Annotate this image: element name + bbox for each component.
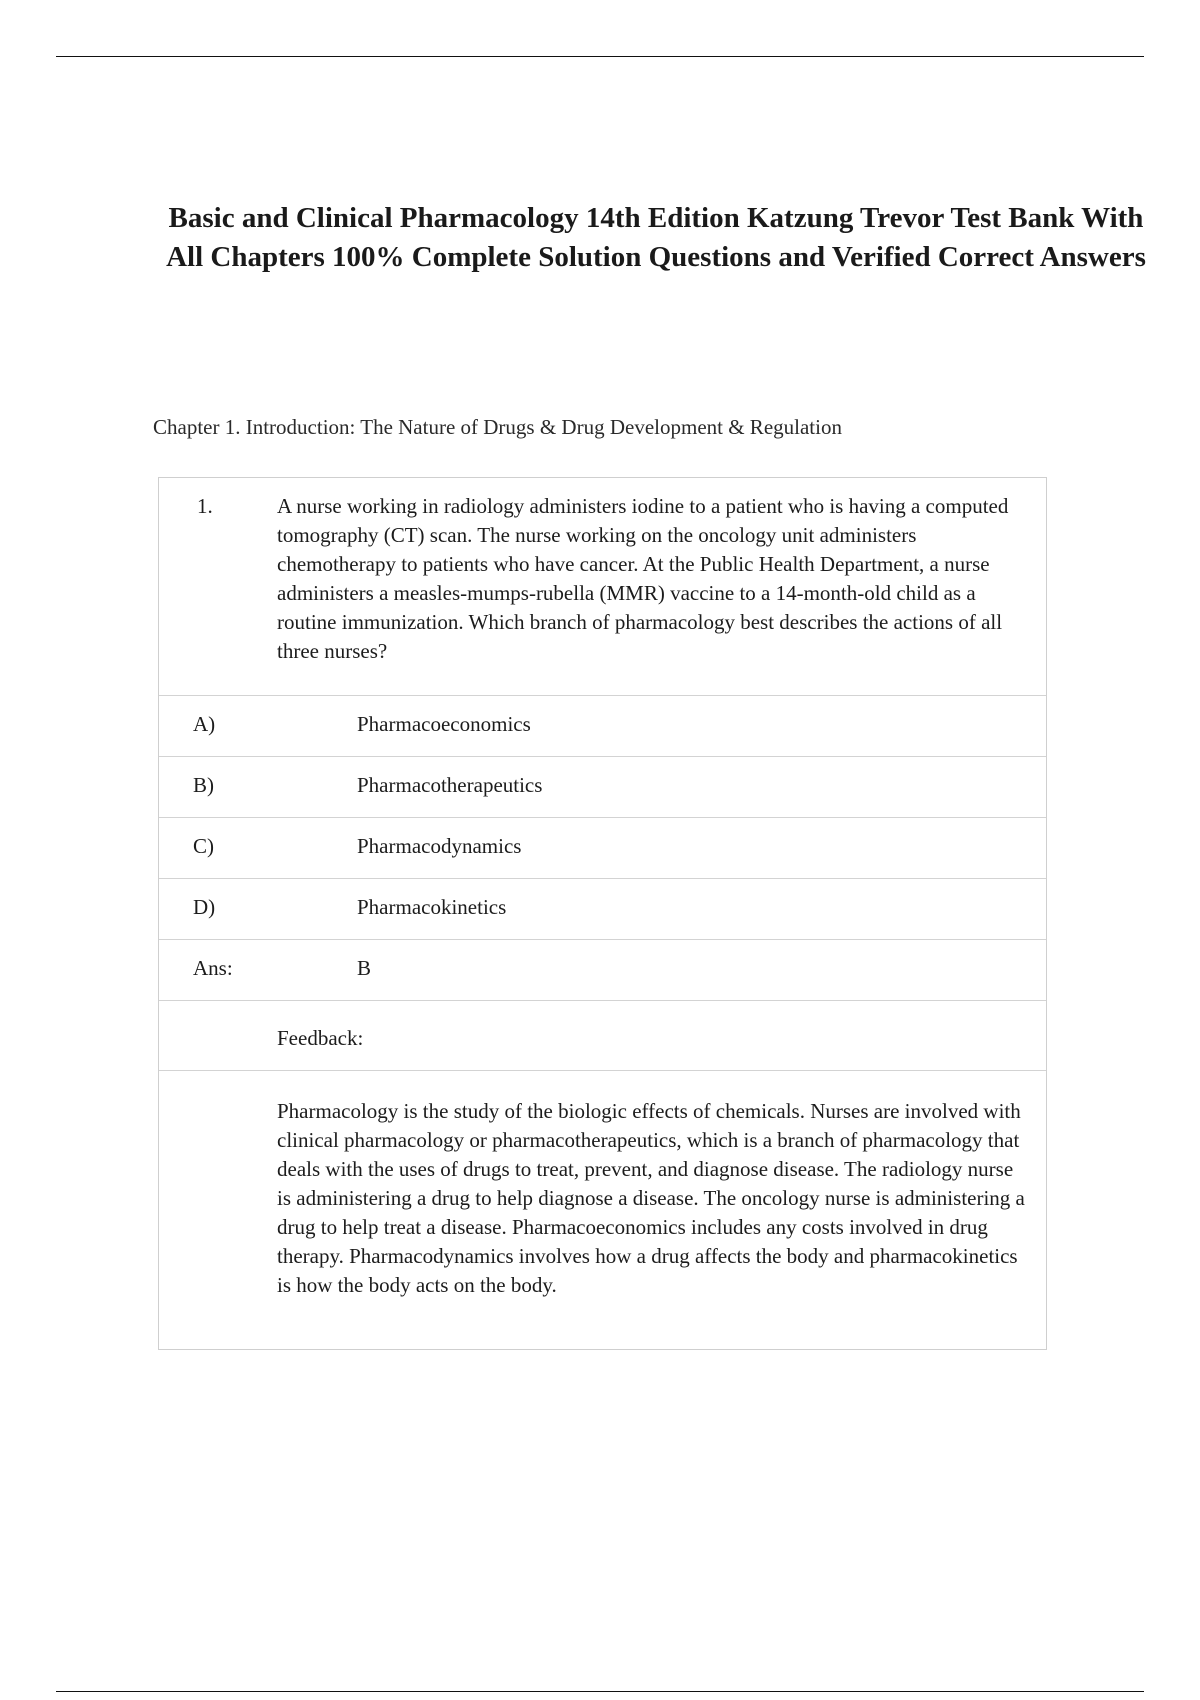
document-title: Basic and Clinical Pharmacology 14th Edition Katzung Trevor Test Bank With All Chapters 100% Complete Solution Questions and Verified Correct Answers [166,202,1146,273]
question-number: 1. [197,494,213,518]
answer-label: Ans: [193,956,233,980]
feedback-row [159,1070,1046,1349]
option-row-c [159,817,1046,878]
answer-value: B [357,956,372,980]
option-row-b [159,756,1046,817]
feedback-label-row [159,1000,1046,1070]
option-letter: D) [193,895,216,919]
question-table [158,477,1047,1350]
option-letter: C) [193,834,214,858]
top-rule [56,56,1144,57]
option-row-d [159,878,1046,939]
option-row-a [159,695,1046,756]
option-letter: B) [193,773,214,797]
feedback-label: Feedback: [277,1026,364,1050]
option-text: Pharmacokinetics [357,895,507,919]
feedback-text: Pharmacology is the study of the biologic effects of chemicals. Nurses are involved with clinical pharmacology or pharmacotherapeutics, which is a branch of pharmacology that deals with the uses of drugs to treat, prevent, and diagnose disease. The radiology nurse is administering a drug to help diagnose a disease. The oncology nurse is administering a drug to help treat a disease. Pharmacoeconomics includes any costs involved in drug therapy. Pharmacodynamics involves how a drug affects the body and pharmacokinetics is how the body acts on the body. [277,1099,1025,1297]
option-text: Pharmacotherapeutics [357,773,543,797]
question-text: A nurse working in radiology administers iodine to a patient who is having a computed tomography (CT) scan. The nurse working on the oncology unit administers chemotherapy to patients who have cancer. At the Public Health Department, a nurse administers a measles-mumps-rubella (MMR) vaccine to a 14-month-old child as a routine immunization. Which branch of pharmacology best describes the actions of all three nurses? [277,494,1009,663]
option-text: Pharmacoeconomics [357,712,531,736]
option-text: Pharmacodynamics [357,834,522,858]
bottom-rule [56,1691,1144,1692]
chapter-heading: Chapter 1. Introduction: The Nature of Drugs & Drug Development & Regulation [153,415,842,439]
question-row [159,478,1046,695]
answer-row [159,939,1046,1000]
option-letter: A) [193,712,216,736]
